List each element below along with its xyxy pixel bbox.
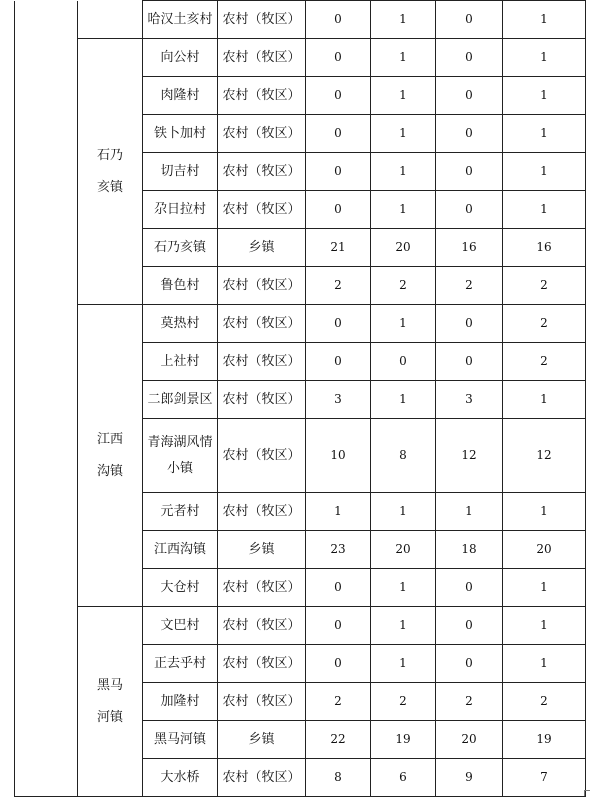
value-2: 2 bbox=[371, 683, 436, 721]
table-row bbox=[15, 39, 586, 77]
value-2: 1 bbox=[371, 607, 436, 645]
value-3: 18 bbox=[436, 531, 503, 569]
value-2: 2 bbox=[371, 267, 436, 305]
value-2: 1 bbox=[371, 645, 436, 683]
value-2: 19 bbox=[371, 721, 436, 759]
value-1: 2 bbox=[306, 683, 371, 721]
village-name: 肉隆村 bbox=[143, 77, 218, 115]
value-2: 1 bbox=[371, 115, 436, 153]
area-type: 农村（牧区） bbox=[218, 419, 306, 493]
village-name: 石乃亥镇 bbox=[143, 229, 218, 267]
page-corner-mark bbox=[584, 790, 590, 796]
value-3: 20 bbox=[436, 721, 503, 759]
value-3: 0 bbox=[436, 607, 503, 645]
value-3: 9 bbox=[436, 759, 503, 797]
value-2: 1 bbox=[371, 493, 436, 531]
value-4: 7 bbox=[503, 759, 586, 797]
value-1: 1 bbox=[306, 493, 371, 531]
value-1: 0 bbox=[306, 569, 371, 607]
left-blank-column bbox=[15, 1, 78, 797]
value-4: 1 bbox=[503, 607, 586, 645]
area-type: 农村（牧区） bbox=[218, 191, 306, 229]
town-name-heimahe: 黑马 河镇 bbox=[78, 607, 143, 797]
value-3: 0 bbox=[436, 1, 503, 39]
area-type: 农村（牧区） bbox=[218, 153, 306, 191]
value-1: 0 bbox=[306, 115, 371, 153]
value-3: 0 bbox=[436, 39, 503, 77]
value-4: 1 bbox=[503, 191, 586, 229]
value-4: 12 bbox=[503, 419, 586, 493]
value-1: 0 bbox=[306, 153, 371, 191]
value-3: 0 bbox=[436, 305, 503, 343]
value-2: 1 bbox=[371, 381, 436, 419]
value-3: 0 bbox=[436, 191, 503, 229]
village-name: 向公村 bbox=[143, 39, 218, 77]
value-3: 0 bbox=[436, 77, 503, 115]
value-3: 1 bbox=[436, 493, 503, 531]
value-1: 0 bbox=[306, 645, 371, 683]
area-type: 农村（牧区） bbox=[218, 759, 306, 797]
town-cell-empty bbox=[78, 1, 143, 39]
value-2: 1 bbox=[371, 569, 436, 607]
village-name: 鲁色村 bbox=[143, 267, 218, 305]
value-1: 0 bbox=[306, 343, 371, 381]
value-1: 10 bbox=[306, 419, 371, 493]
value-3: 2 bbox=[436, 267, 503, 305]
area-type: 农村（牧区） bbox=[218, 607, 306, 645]
value-4: 1 bbox=[503, 381, 586, 419]
value-4: 16 bbox=[503, 229, 586, 267]
value-1: 22 bbox=[306, 721, 371, 759]
value-2: 1 bbox=[371, 77, 436, 115]
value-3: 0 bbox=[436, 115, 503, 153]
value-4: 20 bbox=[503, 531, 586, 569]
area-type: 农村（牧区） bbox=[218, 645, 306, 683]
value-3: 2 bbox=[436, 683, 503, 721]
area-type: 农村（牧区） bbox=[218, 115, 306, 153]
value-3: 0 bbox=[436, 153, 503, 191]
area-type: 农村（牧区） bbox=[218, 381, 306, 419]
value-1: 2 bbox=[306, 267, 371, 305]
table-row bbox=[15, 1, 586, 39]
value-4: 1 bbox=[503, 153, 586, 191]
village-name: 青海湖风情 小镇 bbox=[143, 419, 218, 493]
value-1: 0 bbox=[306, 305, 371, 343]
area-type: 乡镇 bbox=[218, 721, 306, 759]
area-type: 农村（牧区） bbox=[218, 683, 306, 721]
value-3: 16 bbox=[436, 229, 503, 267]
value-1: 0 bbox=[306, 77, 371, 115]
area-type: 农村（牧区） bbox=[218, 77, 306, 115]
village-name: 尕日拉村 bbox=[143, 191, 218, 229]
area-type: 农村（牧区） bbox=[218, 493, 306, 531]
value-1: 0 bbox=[306, 607, 371, 645]
area-type: 农村（牧区） bbox=[218, 569, 306, 607]
town-name-shinaihai: 石乃 亥镇 bbox=[78, 39, 143, 305]
value-3: 0 bbox=[436, 645, 503, 683]
town-name-jiangxigou: 江西 沟镇 bbox=[78, 305, 143, 607]
table-row bbox=[15, 607, 586, 645]
village-name: 哈汉土亥村 bbox=[143, 1, 218, 39]
area-type: 农村（牧区） bbox=[218, 305, 306, 343]
value-4: 2 bbox=[503, 683, 586, 721]
table-row bbox=[15, 305, 586, 343]
village-name: 加隆村 bbox=[143, 683, 218, 721]
value-4: 2 bbox=[503, 305, 586, 343]
value-4: 2 bbox=[503, 343, 586, 381]
value-2: 20 bbox=[371, 229, 436, 267]
value-2: 1 bbox=[371, 39, 436, 77]
value-4: 1 bbox=[503, 1, 586, 39]
area-type: 农村（牧区） bbox=[218, 267, 306, 305]
value-3: 12 bbox=[436, 419, 503, 493]
value-2: 20 bbox=[371, 531, 436, 569]
village-name: 正去乎村 bbox=[143, 645, 218, 683]
village-name: 铁卜加村 bbox=[143, 115, 218, 153]
value-3: 3 bbox=[436, 381, 503, 419]
village-name: 上社村 bbox=[143, 343, 218, 381]
village-name: 切吉村 bbox=[143, 153, 218, 191]
value-3: 0 bbox=[436, 343, 503, 381]
village-name: 文巴村 bbox=[143, 607, 218, 645]
value-1: 0 bbox=[306, 39, 371, 77]
value-1: 3 bbox=[306, 381, 371, 419]
area-type: 农村（牧区） bbox=[218, 343, 306, 381]
value-1: 0 bbox=[306, 191, 371, 229]
area-type: 农村（牧区） bbox=[218, 39, 306, 77]
value-4: 1 bbox=[503, 115, 586, 153]
village-name: 江西沟镇 bbox=[143, 531, 218, 569]
value-2: 8 bbox=[371, 419, 436, 493]
value-1: 8 bbox=[306, 759, 371, 797]
village-name: 大水桥 bbox=[143, 759, 218, 797]
value-1: 0 bbox=[306, 1, 371, 39]
value-1: 21 bbox=[306, 229, 371, 267]
value-4: 2 bbox=[503, 267, 586, 305]
village-name: 莫热村 bbox=[143, 305, 218, 343]
value-4: 1 bbox=[503, 645, 586, 683]
value-4: 1 bbox=[503, 569, 586, 607]
village-name: 黑马河镇 bbox=[143, 721, 218, 759]
value-2: 1 bbox=[371, 1, 436, 39]
statistics-table bbox=[14, 0, 586, 797]
area-type: 乡镇 bbox=[218, 229, 306, 267]
value-2: 1 bbox=[371, 191, 436, 229]
value-4: 19 bbox=[503, 721, 586, 759]
value-2: 1 bbox=[371, 305, 436, 343]
area-type: 乡镇 bbox=[218, 531, 306, 569]
value-4: 1 bbox=[503, 493, 586, 531]
value-1: 23 bbox=[306, 531, 371, 569]
value-4: 1 bbox=[503, 77, 586, 115]
value-2: 6 bbox=[371, 759, 436, 797]
village-name: 二郎剑景区 bbox=[143, 381, 218, 419]
village-name: 大仓村 bbox=[143, 569, 218, 607]
area-type: 农村（牧区） bbox=[218, 1, 306, 39]
value-2: 0 bbox=[371, 343, 436, 381]
value-4: 1 bbox=[503, 39, 586, 77]
village-name: 元者村 bbox=[143, 493, 218, 531]
value-2: 1 bbox=[371, 153, 436, 191]
value-3: 0 bbox=[436, 569, 503, 607]
